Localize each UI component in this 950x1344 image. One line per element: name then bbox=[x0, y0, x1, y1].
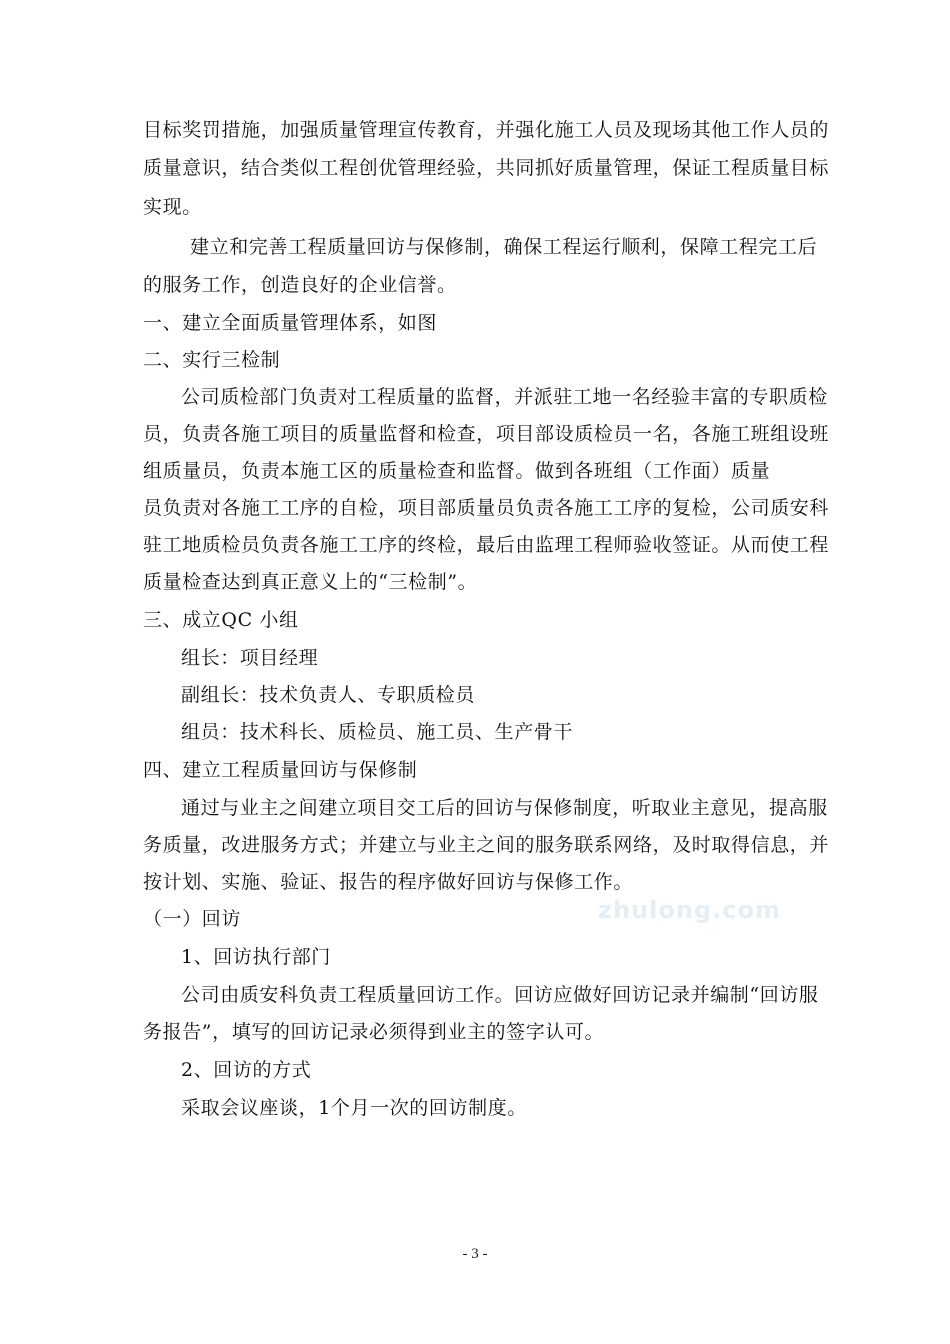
paragraph-2-line-1: 建立和完善工程质量回访与保修制，确保工程运行顺利，保障工程完工后 bbox=[190, 236, 818, 258]
qc-deputy: 副组长：技术负责人、专职质检员 bbox=[181, 684, 476, 706]
paragraph-1-line-1: 目标奖罚措施，加强质量管理宣传教育，并强化施工人员及现场其他工作人员的 bbox=[143, 119, 830, 141]
qc-members: 组员：技术科长、质检员、施工员、生产骨干 bbox=[181, 721, 574, 743]
paragraph-4-line-3: 按计划、实施、验证、报告的程序做好回访与保修工作。 bbox=[143, 871, 634, 893]
qc-leader: 组长：项目经理 bbox=[181, 647, 319, 669]
watermark-text: zhulong.com bbox=[598, 896, 781, 924]
paragraph-4-line-2: 务质量，改进服务方式；并建立与业主之间的服务联系网络，及时取得信息，并 bbox=[143, 834, 830, 856]
subheading-return-visit-department: 1、回访执行部门 bbox=[181, 946, 331, 968]
paragraph-6-line-1: 采取会议座谈，1个月一次的回访制度。 bbox=[181, 1097, 527, 1119]
page-number: - 3 - bbox=[462, 1246, 488, 1262]
paragraph-3-line-3: 组质量员，负责本施工区的质量检查和监督。做到各班组（工作面）质量 bbox=[143, 460, 771, 482]
subheading-return-visit: （一）回访 bbox=[143, 908, 242, 930]
paragraph-1-line-3: 实现。 bbox=[143, 196, 202, 218]
paragraph-4-line-1: 通过与业主之间建立项目交工后的回访与保修制度，听取业主意见，提高服 bbox=[181, 797, 828, 819]
paragraph-1-line-2: 质量意识，结合类似工程创优管理经验，共同抓好质量管理，保证工程质量目标 bbox=[143, 157, 830, 179]
paragraph-3-line-6: 质量检查达到真正意义上的“三检制”。 bbox=[143, 571, 478, 593]
paragraph-3-line-1: 公司质检部门负责对工程质量的监督，并派驻工地一名经验丰富的专职质检 bbox=[181, 386, 828, 408]
heading-1: 一、建立全面质量管理体系，如图 bbox=[143, 312, 438, 334]
paragraph-3-line-4: 员负责对各施工工序的自检，项目部质量员负责各施工工序的复检，公司质安科 bbox=[143, 497, 830, 519]
paragraph-3-line-2: 员，负责各施工项目的质量监督和检查，项目部设质检员一名，各施工班组设班 bbox=[143, 423, 830, 445]
heading-3: 三、成立QC 小组 bbox=[143, 609, 299, 631]
heading-2: 二、实行三检制 bbox=[143, 349, 281, 371]
heading-4: 四、建立工程质量回访与保修制 bbox=[143, 759, 418, 781]
paragraph-3-line-5: 驻工地质检员负责各施工工序的终检，最后由监理工程师验收签证。从而使工程 bbox=[143, 534, 830, 556]
subheading-return-visit-method: 2、回访的方式 bbox=[181, 1059, 312, 1081]
paragraph-2-line-2: 的服务工作，创造良好的企业信誉。 bbox=[143, 274, 457, 296]
paragraph-5-line-2: 务报告”，填写的回访记录必须得到业主的签字认可。 bbox=[143, 1021, 605, 1043]
paragraph-5-line-1: 公司由质安科负责工程质量回访工作。回访应做好回访记录并编制“回访服 bbox=[181, 984, 819, 1006]
